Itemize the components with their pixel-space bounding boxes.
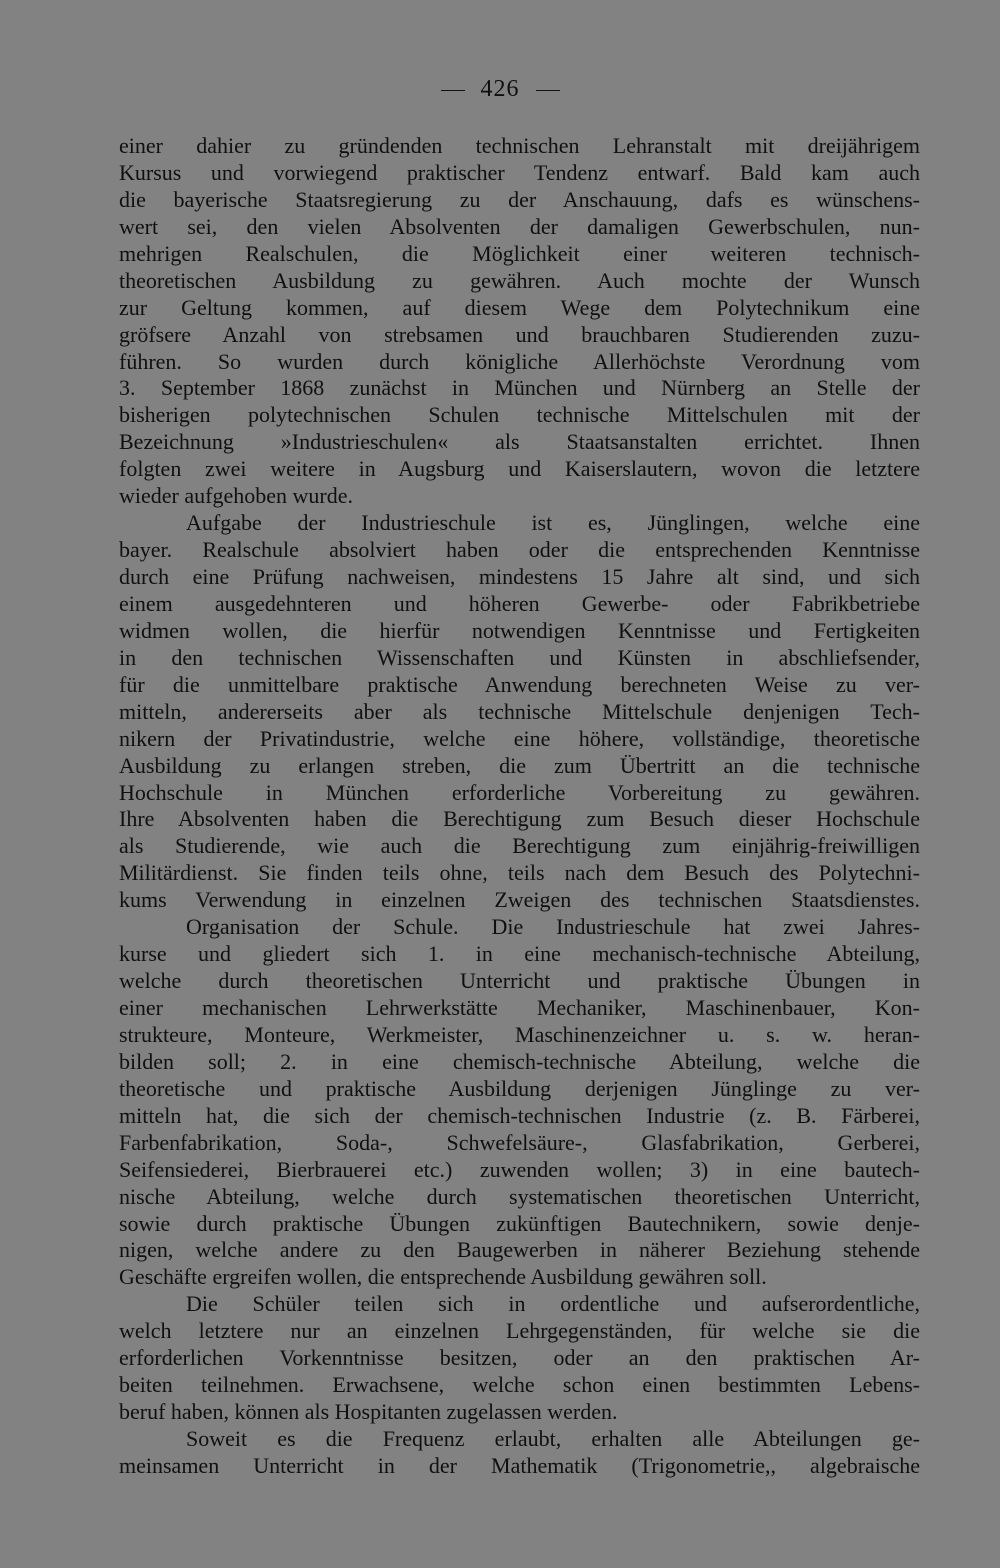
body-text	[119, 133, 920, 1480]
page-number	[0, 76, 1000, 103]
text-line: beiten teilnehmen. Erwachsene, welche schon einen bestimmten Lebens-	[119, 1372, 920, 1398]
text-line: gröfsere Anzahl von strebsamen und brauchbaren Studierenden zuzu-	[119, 321, 920, 347]
page-number-value: 426	[480, 76, 520, 102]
text-line: nigen, welche andere zu den Baugewerben in näherer Beziehung stehende	[119, 1237, 920, 1263]
text-line: einem ausgedehnteren und höheren Gewerbe- oder Fabrikbetriebe	[119, 590, 920, 616]
text-line: zur Geltung kommen, auf diesem Wege dem Polytechnikum eine	[119, 294, 920, 320]
text-line: kums Verwendung in einzelnen Zweigen des technischen Staatsdienstes.	[119, 887, 920, 913]
text-line: Seifensiederei, Bierbrauerei etc.) zuwenden wollen; 3) in eine bautech-	[119, 1156, 920, 1182]
text-line: Bezeichnung »Industrieschulen« als Staatsanstalten errichtet. Ihnen	[119, 429, 920, 455]
text-line: folgten zwei weitere in Augsburg und Kaiserslautern, wovon die letztere	[119, 456, 920, 482]
text-line: Farbenfabrikation, Soda-, Schwefelsäure-, Glasfabrikation, Gerberei,	[119, 1129, 920, 1155]
text-line: die bayerische Staatsregierung zu der Anschauung, dafs es wünschens-	[119, 186, 920, 212]
text-line: strukteure, Monteure, Werkmeister, Maschinenzeichner u. s. w. heran-	[119, 1021, 920, 1047]
text-line: in den technischen Wissenschaften und Künsten in abschliefsender,	[119, 644, 920, 670]
text-line: Kursus und vorwiegend praktischer Tendenz entwarf. Bald kam auch	[119, 159, 920, 185]
text-line: Militärdienst. Sie finden teils ohne, teils nach dem Besuch des Polytechni-	[119, 860, 920, 886]
text-line: kurse und gliedert sich 1. in eine mechanisch-technische Abteilung,	[119, 941, 920, 967]
text-line: erforderlichen Vorkenntnisse besitzen, oder an den praktischen Ar-	[119, 1345, 920, 1371]
text-line: welche durch theoretischen Unterricht und praktische Übungen in	[119, 968, 920, 994]
text-line: bilden soll; 2. in eine chemisch-technische Abteilung, welche die	[119, 1048, 920, 1074]
text-line: meinsamen Unterricht in der Mathematik (Trigonometrie,, algebraische	[119, 1452, 920, 1478]
text-line: bayer. Realschule absolviert haben oder die entsprechenden Kenntnisse	[119, 537, 920, 563]
text-line: bisherigen polytechnischen Schulen technische Mittelschulen mit der	[119, 402, 920, 428]
text-line: wert sei, den vielen Absolventen der damaligen Gewerbschulen, nun-	[119, 213, 920, 239]
page-number-dash-right	[536, 90, 560, 91]
text-line: Soweit es die Frequenz erlaubt, erhalten alle Abteilungen ge-	[186, 1426, 920, 1451]
text-line: Geschäfte ergreifen wollen, die entsprechende Ausbildung gewähren soll.	[119, 1264, 767, 1290]
text-line: widmen wollen, die hierfür notwendigen Kenntnisse und Fertigkeiten	[119, 617, 920, 643]
text-line: als Studierende, wie auch die Berechtigung zum einjährig-freiwilligen	[119, 833, 920, 859]
text-line: durch eine Prüfung nachweisen, mindestens 15 Jahre alt sind, und sich	[119, 564, 920, 589]
text-line: führen. So wurden durch königliche Allerhöchste Verordnung vom	[119, 348, 920, 374]
text-line: Aufgabe der Industrieschule ist es, Jünglingen, welche eine	[186, 510, 920, 536]
text-line: mitteln hat, die sich der chemisch-technischen Industrie (z. B. Färberei,	[119, 1102, 920, 1128]
text-line: wieder aufgehoben wurde.	[119, 483, 353, 509]
text-line: Organisation der Schule. Die Industrieschule hat zwei Jahres-	[186, 914, 920, 940]
page-number-dash-left	[441, 90, 465, 91]
text-line: welch letztere nur an einzelnen Lehrgegenständen, für welche sie die	[119, 1318, 920, 1344]
text-line: Ausbildung zu erlangen streben, die zum Übertritt an die technische	[119, 752, 920, 778]
text-line: für die unmittelbare praktische Anwendung berechneten Weise zu ver-	[119, 671, 920, 697]
text-line: Ihre Absolventen haben die Berechtigung zum Besuch dieser Hochschule	[119, 806, 920, 832]
text-line: mehrigen Realschulen, die Möglichkeit einer weiteren technisch-	[119, 240, 920, 266]
text-line: Hochschule in München erforderliche Vorbereitung zu gewähren.	[119, 779, 920, 805]
text-line: Die Schüler teilen sich in ordentliche und aufserordentliche,	[186, 1291, 920, 1317]
text-line: mitteln, andererseits aber als technische Mittelschule denjenigen Tech-	[119, 698, 920, 724]
text-line: theoretische und praktische Ausbildung derjenigen Jünglinge zu ver-	[119, 1075, 920, 1101]
text-line: nische Abteilung, welche durch systematischen theoretischen Unterricht,	[119, 1183, 920, 1209]
text-line: einer mechanischen Lehrwerkstätte Mechaniker, Maschinenbauer, Kon-	[119, 995, 920, 1020]
text-line: theoretischen Ausbildung zu gewähren. Auch mochte der Wunsch	[119, 267, 920, 293]
text-line: beruf haben, können als Hospitanten zugelassen werden.	[119, 1399, 618, 1425]
text-line: 3. September 1868 zunächst in München und Nürnberg an Stelle der	[119, 375, 920, 401]
text-line: nikern der Privatindustrie, welche eine höhere, vollständige, theoretische	[119, 725, 920, 751]
text-line: sowie durch praktische Übungen zukünftigen Bautechnikern, sowie denje-	[119, 1210, 920, 1236]
text-line: einer dahier zu gründenden technischen Lehranstalt mit dreijährigem	[119, 133, 920, 158]
